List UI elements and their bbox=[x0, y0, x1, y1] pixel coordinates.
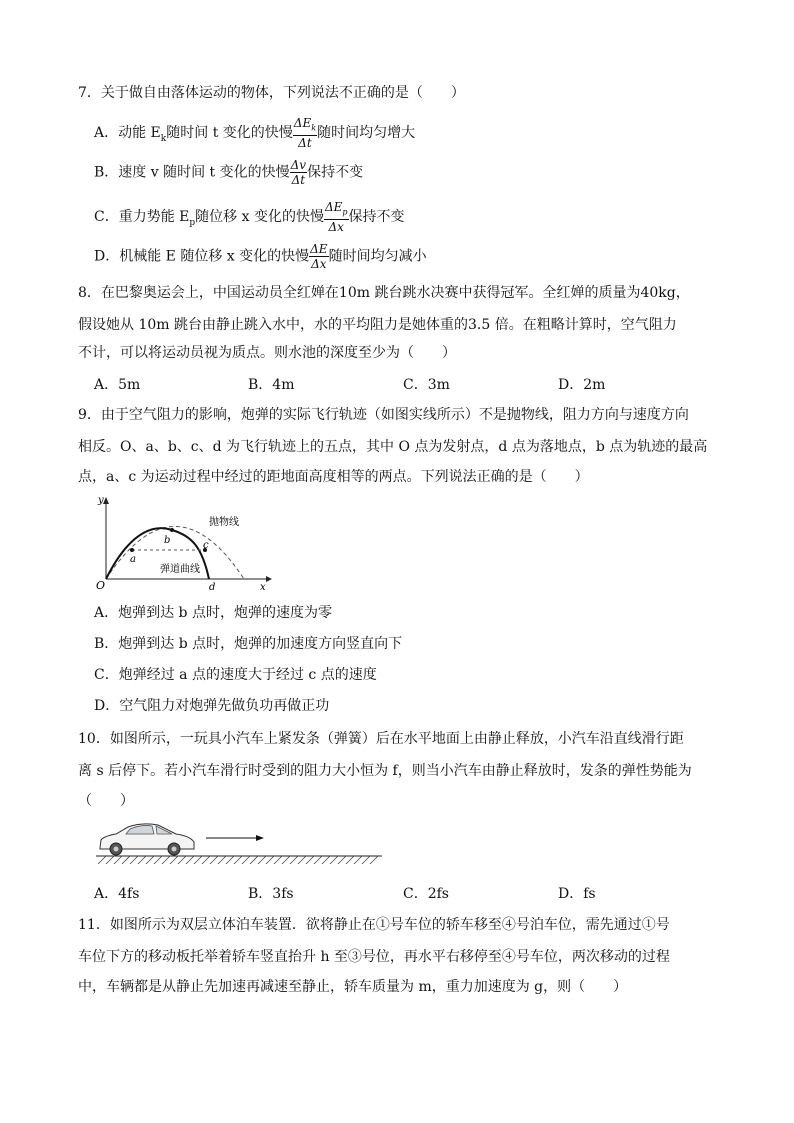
car-icon bbox=[100, 824, 194, 855]
parabola-label: 抛物线 bbox=[209, 517, 239, 528]
origin-label: O bbox=[96, 579, 106, 592]
q10-line-2: 离 s 后停下。若小汽车滑行时受到的阻力大小恒为 f，则当小汽车由静止释放时，发条的弹性势能为 bbox=[78, 763, 692, 779]
q8-line-3: 不计，可以将运动员视为质点。则水池的深度至少为（ ） bbox=[78, 345, 456, 361]
q11-line-3: 中，车辆都是从静止先加速再减速至静止，轿车质量为 m，重力加速度为 g，则（ ） bbox=[78, 979, 628, 995]
c-label: c bbox=[203, 540, 209, 551]
q9-option-a: A．炮弹到达 b 点时，炮弹的速度为零 bbox=[94, 605, 332, 621]
q8-option-a: A．5m bbox=[94, 377, 141, 393]
q9-line-1: 9．由于空气阻力的影响，炮弹的实际飞行轨迹（如图实线所示）不是抛物线，阻力方向与速度方向 bbox=[78, 407, 689, 423]
q8-option-b: B．4m bbox=[248, 377, 295, 393]
q8-line-2: 假设她从 10m 跳台由静止跳入水中，水的平均阻力是她体重的3.5 倍。在粗略计算时，空气阻力 bbox=[78, 317, 677, 333]
q7-b-fraction: $\frac{\Delta v}{\Delta t}$ bbox=[290, 158, 307, 187]
q9-line-2: 相反。O、a、b、c、d 为飞行轨迹上的五点，其中 O 点为发射点，d 点为落地点，b 点为轨迹的最高 bbox=[78, 439, 708, 455]
trajectory-label: 弹道曲线 bbox=[160, 564, 200, 575]
point-a bbox=[130, 548, 134, 552]
q8-option-c: C．3m bbox=[403, 377, 450, 393]
q9-option-d: D．空气阻力对炮弹先做负功再做正功 bbox=[94, 698, 330, 714]
q7-option-b: B．速度 v 随时间 t 变化的快慢 $\frac{\Delta v}{\Delta t}$ 保持不变 bbox=[94, 158, 364, 187]
q7-c-fraction: $\frac{\Delta E_p}{\Delta x}$ bbox=[324, 200, 348, 235]
q11-line-2: 车位下方的移动板托举着轿车竖直抬升 h 至③号位，再水平右移停至④号车位，两次移动的过程 bbox=[78, 949, 670, 965]
q10-line-3: （ ） bbox=[78, 793, 134, 809]
q10-option-a: A．4fs bbox=[94, 886, 140, 902]
q7-a-fraction: $\frac{\Delta E_k}{\Delta t}$ bbox=[293, 116, 317, 151]
q10-line-1: 10．如图所示，一玩具小汽车上紧发条（弹簧）后在水平地面上由静止释放，小汽车沿直线滑行距 bbox=[78, 731, 684, 747]
trajectory-figure bbox=[92, 492, 274, 592]
q10-option-b: B．3fs bbox=[248, 886, 294, 902]
a-label: a bbox=[130, 554, 136, 565]
arrow-head-icon bbox=[256, 835, 264, 841]
b-label: b bbox=[164, 535, 171, 546]
q7-option-d: D．机械能 E 随位移 x 变化的快慢 $\frac{\Delta E}{\Delta x}$ 随时间均匀减小 bbox=[94, 242, 427, 271]
q9-line-3: 点，a、c 为运动过程中经过的距地面高度相等的两点。下列说法正确的是（ ） bbox=[78, 469, 589, 485]
q9-option-b: B．炮弹到达 b 点时，炮弹的加速度方向竖直向下 bbox=[94, 636, 403, 652]
q10-option-d: D．fs bbox=[558, 886, 596, 902]
x-label: x bbox=[260, 582, 266, 592]
q7-option-c: C．重力势能 $E_p$随位移 x 变化的快慢 $\frac{\Delta E_p}{\Delta x}$ 保持不变 bbox=[94, 200, 405, 235]
q11-line-1: 11．如图所示为双层立体泊车装置．欲将静止在①号车位的轿车移至④号泊车位，需先通过①号 bbox=[78, 917, 670, 933]
q10-option-c: C．2fs bbox=[403, 886, 449, 902]
q9-option-c: C．炮弹经过 a 点的速度大于经过 c 点的速度 bbox=[94, 667, 377, 683]
q7-stem: 7．关于做自由落体运动的物体，下列说法不正确的是（ ） bbox=[78, 85, 465, 101]
y-label: y bbox=[98, 495, 104, 506]
d-label: d bbox=[209, 582, 216, 592]
point-b bbox=[170, 528, 174, 532]
q8-line-1: 8．在巴黎奥运会上，中国运动员全红婵在10m 跳台跳水决赛中获得冠军。全红婵的质量为40kg， bbox=[78, 285, 690, 301]
q8-option-d: D．2m bbox=[558, 377, 606, 393]
q7-d-fraction: $\frac{\Delta E}{\Delta x}$ bbox=[310, 242, 328, 271]
q7-option-a: A．动能 $E_k$随时间 t 变化的快慢 $\frac{\Delta E_k}{\Delta t}$ 随时间均匀增大 bbox=[94, 116, 416, 151]
toy-car-figure bbox=[94, 818, 384, 868]
ground-hatch bbox=[98, 856, 378, 864]
x-axis-arrow-icon bbox=[266, 576, 272, 582]
y-axis-arrow-icon bbox=[103, 497, 109, 504]
